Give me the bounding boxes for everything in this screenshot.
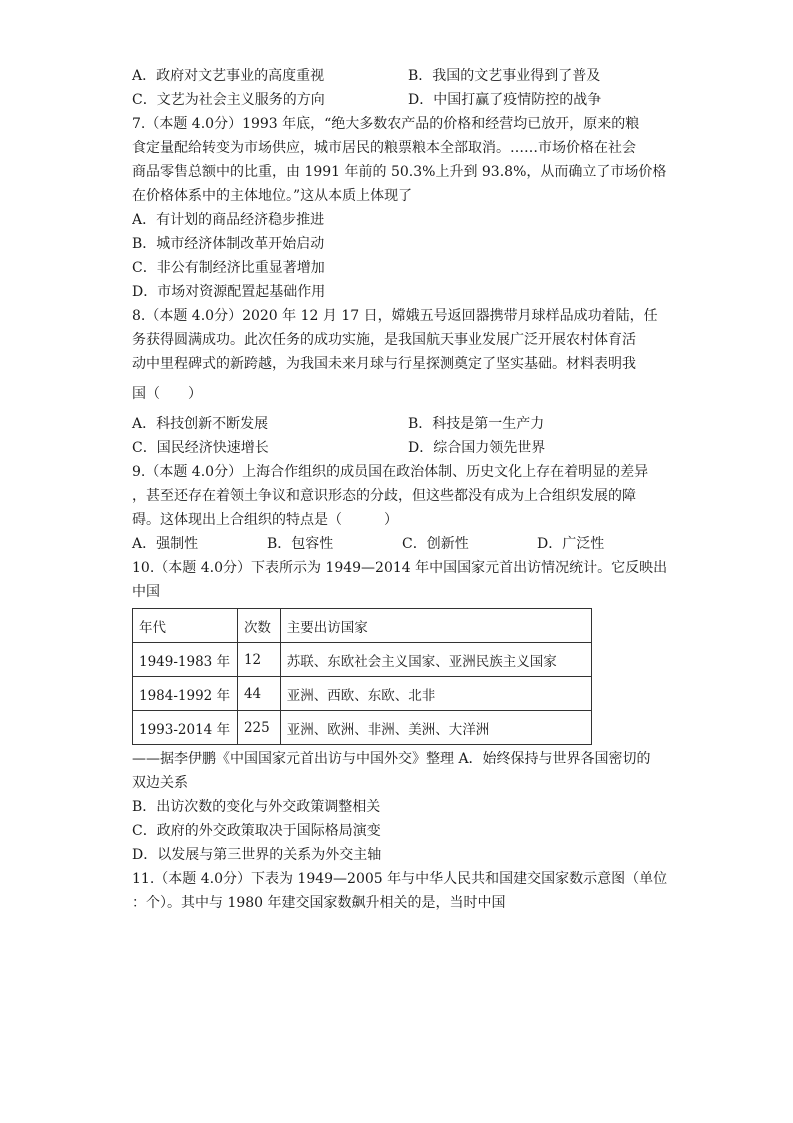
q8-option-d[interactable]: D．综合国力领先世界 <box>408 440 546 456</box>
q7-stem-line: 在价格体系中的主体地位。”这从本质上体现了 <box>132 188 413 204</box>
q7-stem-line: 商品零售总额中的比重，由 1991 年前的 50.3%上升到 93.8%，从而确立了市场价格 <box>132 164 667 180</box>
q8-option-a[interactable]: A．科技创新不断发展 <box>132 416 269 432</box>
q10-source-line: ——据李伊鹏《中国国家元首出访与中国外交》整理 A．始终保持与世界各国密切的 <box>132 751 651 767</box>
q9-stem-line: 碍。这体现出上合组织的特点是（ ） <box>132 512 398 528</box>
table-header-cell: 主要出访国家 <box>280 609 591 643</box>
table-cell: 亚洲、西欧、东欧、北非 <box>280 677 591 711</box>
q8-stem-line: 8.（本题 4.0分）2020 年 12 月 17 日，嫦娥五号返回器携带月球样品成功着陆，任 <box>132 308 658 324</box>
table-cell: 225 <box>237 711 280 745</box>
table-cell: 1949-1983 年 <box>133 643 238 677</box>
q11-stem-line: ：个）。其中与 1980 年建交国家数飙升相关的是，当时中国 <box>132 895 506 911</box>
table-row <box>133 677 592 711</box>
q7-option-d[interactable]: D．市场对资源配置起基础作用 <box>132 284 326 300</box>
q9-stem-line: 9.（本题 4.0分）上海合作组织的成员国在政治体制、历史文化上存在着明显的差异 <box>132 464 649 480</box>
q8-option-b[interactable]: B．科技是第一生产力 <box>408 416 545 432</box>
q9-option-b[interactable]: B．包容性 <box>267 536 334 552</box>
q6-option-d[interactable]: D．中国打赢了疫情防控的战争 <box>408 92 602 108</box>
q8-options-row-2 <box>132 436 672 460</box>
table-header-cell: 年代 <box>133 609 238 643</box>
q6-options-row-1 <box>132 64 672 88</box>
q7-stem-line: 食定量配给转变为市场供应，城市居民的粮票粮本全部取消。……市场价格在社会 <box>132 140 636 156</box>
q6-options-row-2 <box>132 88 672 112</box>
q8-options-row-1 <box>132 412 672 436</box>
q8-stem-line: 动中里程碑式的新跨越，为我国未来月球与行星探测奠定了坚实基础。材料表明我 <box>132 356 636 372</box>
q10-table-wrap <box>132 608 672 745</box>
q9-option-c[interactable]: C．创新性 <box>402 536 469 552</box>
table-cell: 12 <box>237 643 280 677</box>
q10-option-c[interactable]: C．政府的外交政策取决于国际格局演变 <box>132 823 381 839</box>
table-cell: 44 <box>237 677 280 711</box>
table-header-row <box>133 609 592 643</box>
q9-options-row <box>132 532 672 556</box>
q7-stem-line: 7.（本题 4.0分）1993 年底，“绝大多数农产品的价格和经营均已放开，原来的粮 <box>132 116 640 132</box>
q7-option-a[interactable]: A．有计划的商品经济稳步推进 <box>132 212 325 228</box>
q10-stem-line: 中国 <box>132 584 160 600</box>
q8-stem-line: 务获得圆满成功。此次任务的成功实施，是我国航天事业发展广泛开展农村体育活 <box>132 332 636 348</box>
table-row <box>133 711 592 745</box>
table-cell: 苏联、东欧社会主义国家、亚洲民族主义国家 <box>280 643 591 677</box>
table-cell: 亚洲、欧洲、非洲、美洲、大洋洲 <box>280 711 591 745</box>
q10-table <box>132 608 592 745</box>
table-row <box>133 643 592 677</box>
q8-stem-line: 国（ ） <box>132 386 202 402</box>
q8-option-c[interactable]: C．国民经济快速增长 <box>132 440 269 456</box>
table-cell: 1984-1992 年 <box>133 677 238 711</box>
q10-stem-line: 10.（本题 4.0分）下表所示为 1949—2014 年中国国家元首出访情况统计。它反映出 <box>132 560 668 576</box>
q6-option-c[interactable]: C．文艺为社会主义服务的方向 <box>132 92 325 108</box>
q10-option-a-cont[interactable]: 双边关系 <box>132 775 188 791</box>
q6-option-b[interactable]: B．我国的文艺事业得到了普及 <box>408 68 601 84</box>
q6-option-a[interactable]: A．政府对文艺事业的高度重视 <box>132 68 325 84</box>
table-header-cell: 次数 <box>237 609 280 643</box>
q9-option-d[interactable]: D．广泛性 <box>537 536 605 552</box>
q7-option-c[interactable]: C．非公有制经济比重显著增加 <box>132 260 325 276</box>
q7-option-b[interactable]: B．城市经济体制改革开始启动 <box>132 236 325 252</box>
q9-option-a[interactable]: A．强制性 <box>132 536 199 552</box>
q11-stem-line: 11.（本题 4.0分）下表为 1949—2005 年与中华人民共和国建交国家数示意图（单位 <box>132 871 668 887</box>
q10-option-d[interactable]: D．以发展与第三世界的关系为外交主轴 <box>132 847 382 863</box>
q9-stem-line: ，甚至还存在着领土争议和意识形态的分歧，但这些都没有成为上合组织发展的障 <box>132 488 636 504</box>
exam-page <box>132 64 672 915</box>
q10-option-b[interactable]: B．出访次数的变化与外交政策调整相关 <box>132 799 381 815</box>
table-cell: 1993-2014 年 <box>133 711 238 745</box>
